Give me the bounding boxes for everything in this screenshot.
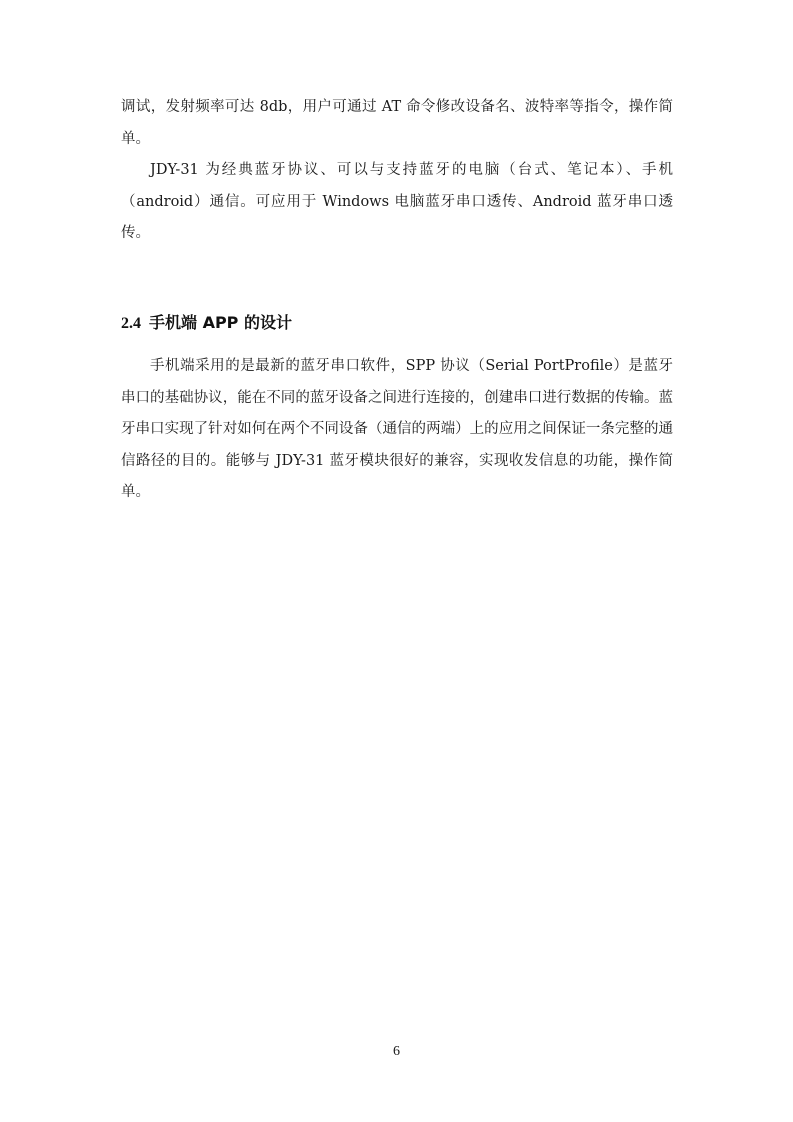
body-paragraph-2: JDY-31 为经典蓝牙协议、可以与支持蓝牙的电脑（台式、笔记本）、手机（android）通信。可应用于 Windows 电脑蓝牙串口透传、Android 蓝牙串口透传。 xyxy=(121,162,673,241)
section-heading xyxy=(121,308,292,339)
page-number: 6 xyxy=(393,1044,400,1059)
section-title: 手机端 APP 的设计 xyxy=(149,313,292,332)
section-number: 2.4 xyxy=(121,315,141,332)
body-paragraph-1: 调试，发射频率可达 8db，用户可通过 AT 命令修改设备名、波特率等指令，操作简单。 xyxy=(121,99,673,147)
section-paragraph: 手机端采用的是最新的蓝牙串口软件，SPP 协议（Serial PortProfile）是蓝牙串口的基础协议，能在不同的蓝牙设备之间进行连接的，创建串口进行数据的传输。蓝牙串口实现了针对如何在两个不同设备（通信的两端）上的应用之间保证一条完整的通信路径的目的。能够与 JDY-31 蓝牙模块很好的兼容，实现收发信息的功能，操作简单。 xyxy=(121,358,673,500)
